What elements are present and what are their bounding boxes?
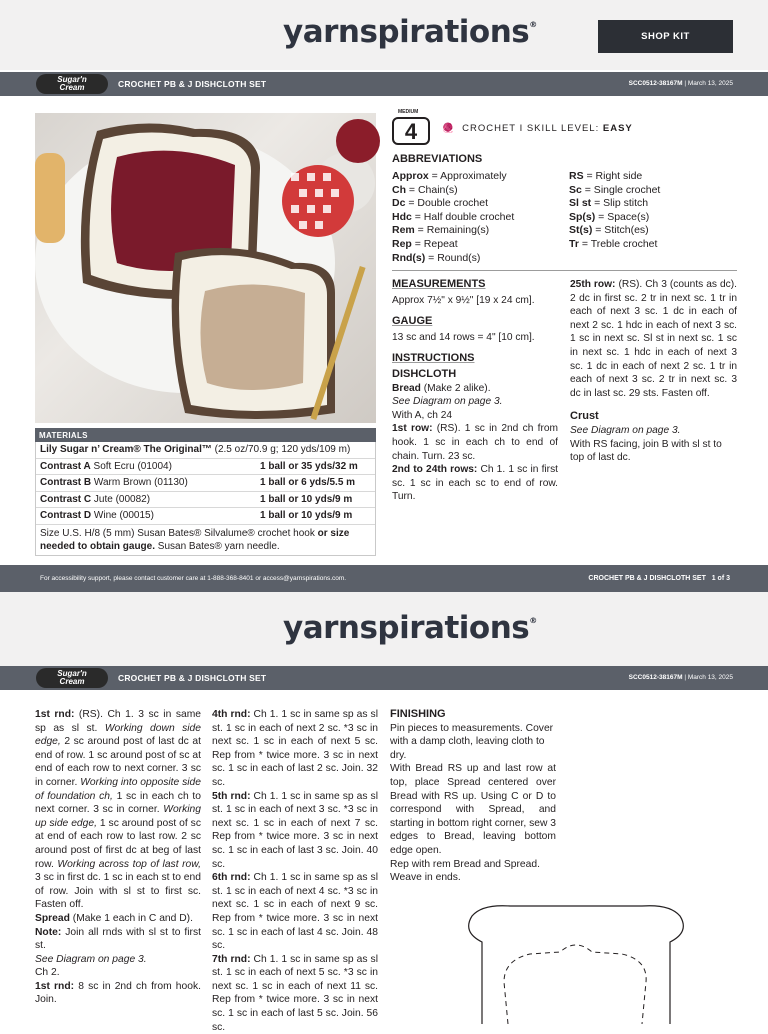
list-item: Rep = Repeat <box>392 237 458 250</box>
brand-logo[interactable]: yarnspirations® <box>283 610 537 646</box>
list-item: Dc = Double crochet <box>392 197 489 210</box>
product-photo <box>35 113 376 423</box>
sugar-n-cream-badge: Sugar'n Cream <box>36 668 108 688</box>
pattern-code: SCC0512-38167M | March 13, 2025 <box>628 674 733 681</box>
page2-column-2 <box>212 708 378 1034</box>
list-item: RS = Right side <box>569 170 643 182</box>
pattern-code: SCC0512-38167M | March 13, 2025 <box>628 80 733 87</box>
shop-kit-button[interactable]: SHOP KIT <box>598 20 733 53</box>
dishcloth-photo-illustration <box>35 113 376 423</box>
abbreviations-list-right <box>569 170 660 252</box>
bread-diagram <box>460 902 692 1024</box>
list-item: Approx = Approximately <box>392 170 507 182</box>
pattern-title: CROCHET PB & J DISHCLOTH SET <box>118 673 267 683</box>
brand-logo[interactable]: yarnspirations® <box>283 14 537 50</box>
page-footer <box>0 565 768 592</box>
list-item: Ch = Chain(s) <box>392 183 458 196</box>
header-band <box>0 592 768 666</box>
measurements-heading: MEASUREMENTS <box>392 278 486 290</box>
instructions-column-1 <box>392 278 558 504</box>
row-1-instruction: 1st row: (RS). 1 sc in 2nd ch from hook. 1 sc in each ch to end of chain. Turn. 23 sc. <box>392 423 559 462</box>
header-band <box>0 0 768 70</box>
title-bar <box>0 666 768 690</box>
row-2-24-instruction: 2nd to 24th rows: Ch 1. 1 sc in first sc. 1 sc in each sc to end of row. Turn. <box>392 464 558 503</box>
list-item: Sl st = Slip stitch <box>569 197 649 210</box>
divider <box>392 270 737 271</box>
spread-heading: Spread (Make 1 each in C and D). <box>35 912 193 924</box>
page2-column-3 <box>390 708 556 885</box>
materials-table <box>35 442 376 556</box>
spread-round-7: 7th rnd: Ch 1. 1 sc in same sp as sl st. 1 sc in each of next 5 sc. *3 sc in next sc. 1 sc in each of next 11 sc. Rep from * twice more. 3 sc in next sc. 1 sc in each of last 5 sc. Join. 56 sc. <box>212 953 378 1033</box>
sugar-n-cream-badge: Sugar'n Cream <box>36 74 108 94</box>
spread-round-4: 4th rnd: Ch 1. 1 sc in same sp as sl st. 1 sc in each of next 2 sc. *3 sc in next sc. 1 sc in each of next 5 sc. Rep from * twice more. 3 sc in next sc. 1 sc in each of last 2 sc. Join. 32 sc. <box>212 709 378 788</box>
crust-instruction: With RS facing, join B with sl st to top of last dc. <box>570 438 722 464</box>
list-item: St(s) = Stitch(es) <box>569 224 649 237</box>
gauge-heading: GAUGE <box>392 315 433 328</box>
crust-see-diagram: See Diagram on page 3. <box>570 424 681 436</box>
measurements-text: Approx 7½" x 9½" [19 x 24 cm]. <box>392 294 535 306</box>
page2-column-1 <box>35 708 201 1007</box>
title-bar <box>0 72 768 96</box>
table-row: Contrast C Jute (00082) 1 ball or 10 yds/9 m <box>36 492 375 509</box>
dishcloth-heading: DISHCLOTH <box>392 367 457 380</box>
finishing-heading: FINISHING <box>390 708 446 720</box>
spread-ch2: Ch 2. <box>35 967 60 979</box>
materials-yarn-row: Lily Sugar n’ Cream® The Original™ (2.5 oz/70.9 g; 120 yds/109 m) <box>36 442 375 459</box>
spread-see-diagram: See Diagram on page 3. <box>35 953 147 965</box>
gauge-text: 13 sc and 14 rows = 4" [10 cm]. <box>392 331 535 343</box>
accessibility-note: For accessibility support, please contact customer care at 1-888-368-8401 or access@yarnspirations.com. <box>40 575 347 582</box>
pattern-title: CROCHET PB & J DISHCLOTH SET <box>118 79 267 89</box>
bread-line: Bread (Make 2 alike). <box>392 382 491 394</box>
see-diagram-note: See Diagram on page 3. <box>392 396 503 408</box>
yarn-weight-icon: MEDIUM 4 <box>392 113 430 147</box>
instructions-column-2 <box>570 278 737 465</box>
with-a-line: With A, ch 24 <box>392 409 453 421</box>
abbreviations-list-left <box>392 170 514 265</box>
materials-heading: MATERIALS <box>35 428 376 442</box>
crochet-hook-icon: 🧶 <box>442 123 455 134</box>
spread-round-5: 5th rnd: Ch 1. 1 sc in same sp as sl st. 1 sc in each of next 3 sc. *3 sc in next sc. 1 sc in each of next 7 sc. Rep from * twice more. 3 sc in next sc. 1 sc in each of last 3 sc. Join. 40 sc. <box>212 790 378 870</box>
finishing-p2: With Bread RS up and last row at top, place Spread centered over Bread with RS up. Using C or D to correspond with Spread, and starting in bottom right corner, sew 3 edges to Bread, leaving bottom edge open. <box>390 763 556 856</box>
list-item: Sp(s) = Space(s) <box>569 210 650 223</box>
table-row: Contrast B Warm Brown (01130) 1 ball or 6 yds/5.5 m <box>36 475 375 492</box>
abbreviations-heading: ABBREVIATIONS <box>392 153 483 165</box>
spread-note: Note: Join all rnds with sl st to first st. <box>35 926 201 952</box>
crust-heading: Crust <box>570 410 599 423</box>
table-row: Contrast A Soft Ecru (01004) 1 ball or 35 yds/32 m <box>36 459 375 476</box>
list-item: Tr = Treble crochet <box>569 237 658 250</box>
crust-round-1: 1st rnd: (RS). Ch 1. 3 sc in same sp as sl st. Working down side edge, 2 sc around post of last dc at end of row. 1 sc around post of sc at end of each row to next corner. 3 sc in corner. Working into opposite side of foundation ch, 1 sc in each ch to next corner. 3 sc in corner. Working up side edge, 1 sc around post of sc at end of each row to last row. 2 sc around post of first dc at beg of last row. Working across top of last row, 3 sc in first dc. 1 sc in each st to end of row. Join with sl st to first sc. Fasten off. <box>35 709 202 911</box>
list-item: Rnd(s) = Round(s) <box>392 251 481 264</box>
instructions-heading: INSTRUCTIONS <box>392 352 475 365</box>
materials-hook-note: Size U.S. H/8 (5 mm) Susan Bates® Silvalume® crochet hook or size needed to obtain gauge. Susan Bates® yarn needle. <box>40 527 350 552</box>
spread-round-6: 6th rnd: Ch 1. 1 sc in same sp as sl st. 1 sc in each of next 4 sc. *3 sc in next sc. 1 sc in each of next 9 sc. Rep from * twice more. 3 sc in next sc. 1 sc in each of last 4 sc. Join. 48 sc. <box>212 872 378 952</box>
table-row: Contrast D Wine (00015) 1 ball or 10 yds/9 m <box>36 508 375 525</box>
footer-page-info: CROCHET PB & J DISHCLOTH SET 1 of 3 <box>588 575 730 582</box>
list-item: Hdc = Half double crochet <box>392 210 515 223</box>
list-item: Rem = Remaining(s) <box>392 224 490 237</box>
finishing-p3: Rep with rem Bread and Spread. Weave in ends. <box>390 858 540 884</box>
row-25-instruction: 25th row: (RS). Ch 3 (counts as dc). 2 dc in first sc. 2 tr in next sc. 1 tr in each of next 3 sc. 1 dc in each of next 2 sc. 1 hdc in each of next 3 sc. 1 sc in next sc. Sl st in next sc. 1 sc in next sc. 1 hdc in each of next 3 sc. 1 dc in each of next 2 sc. 1 tr in each of next 3 sc. 2 tr in next sc. 3 dc in last sc. 29 sts. Fasten off. <box>570 279 737 399</box>
finishing-p1: Pin pieces to measurements. Cover with a damp cloth, leaving cloth to dry. <box>390 722 554 761</box>
spread-round-1: 1st rnd: 8 sc in 2nd ch from hook. Join. <box>35 980 202 1006</box>
skill-level: 🧶 CROCHET I SKILL LEVEL: EASY <box>442 123 633 134</box>
list-item: Sc = Single crochet <box>569 183 661 196</box>
